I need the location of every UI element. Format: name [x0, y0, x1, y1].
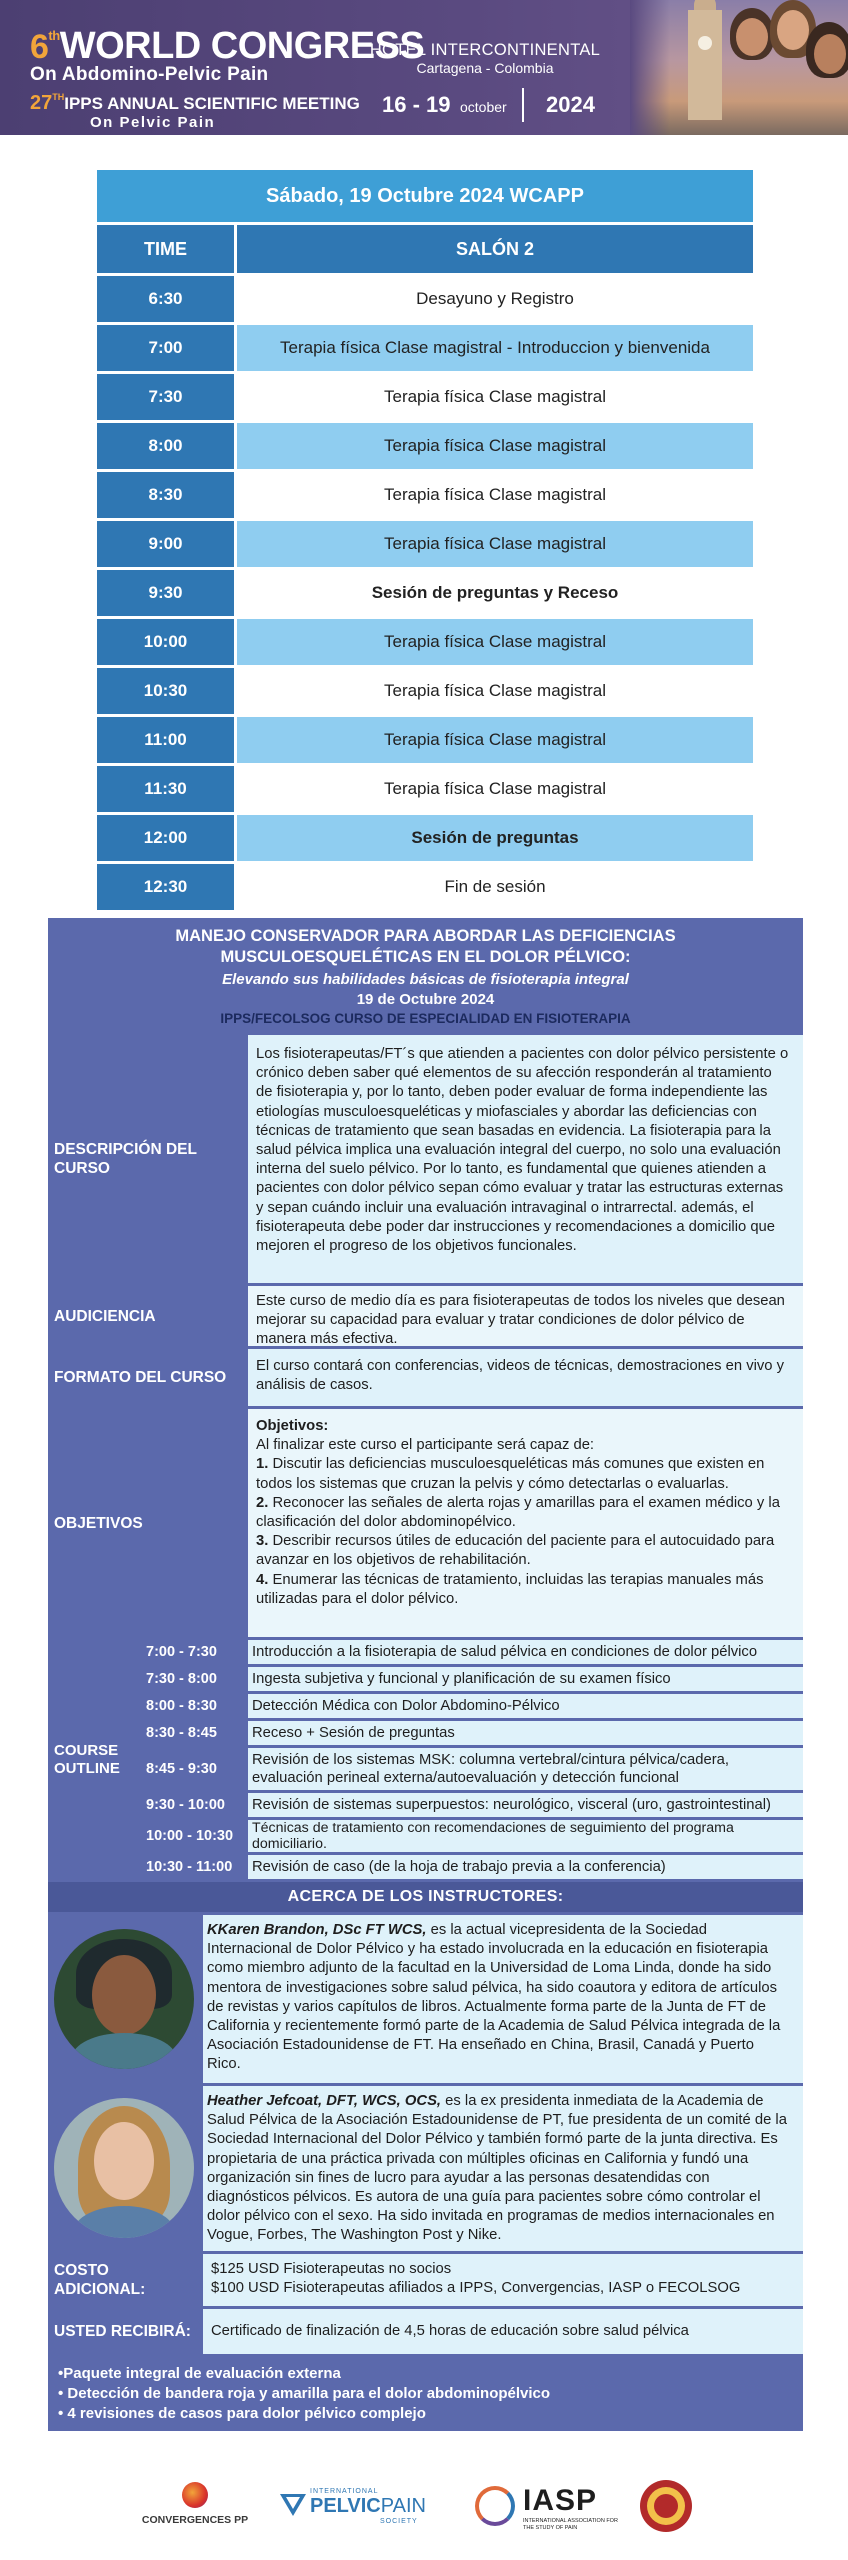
table-row: [97, 374, 753, 420]
event-year: 2024: [546, 92, 595, 117]
objectives-intro: Al finalizar este curso el participante será capaz de:: [256, 1437, 595, 1454]
table-row: 10:30 - 11:00 Revisión de caso (de la hoja de trabajo previa a la conferencia): [138, 1855, 803, 1879]
table-row: 8:30 - 8:45 Receso + Sesión de preguntas: [138, 1721, 803, 1745]
time-column-header: TIME: [97, 225, 234, 273]
certificate-text: Certificado de finalización de 4,5 horas de educación sobre salud pélvica: [203, 2309, 803, 2354]
instructors-heading: ACERCA DE LOS INSTRUCTORES:: [48, 1882, 803, 1912]
list-item: • 4 revisiones de casos para dolor pélvico complejo: [58, 2405, 426, 2422]
activity-cell: Terapia física Clase magistral: [237, 521, 753, 567]
time-cell: 7:00: [97, 325, 234, 371]
activity-cell: Sesión de preguntas: [237, 815, 753, 861]
outline-label: COURSE OUTLINE: [48, 1640, 134, 1879]
time-cell: 8:30: [97, 472, 234, 518]
objectives-label: OBJETIVOS: [48, 1409, 244, 1637]
table-row: 9:30 - 10:00 Revisión de sistemas superpuestos: neurológico, visceral (uro, gastrointestinal): [138, 1793, 803, 1817]
perks-list: [48, 2358, 803, 2428]
convergences-logo: CONVERGENCES PP: [140, 2480, 250, 2540]
time-cell: 10:30: [97, 668, 234, 714]
city-name: Cartagena - Colombia: [416, 60, 554, 76]
cost-text: [203, 2254, 803, 2306]
time-cell: 9:00: [97, 521, 234, 567]
course-title-line2: MUSCULOESQUELÉTICAS EN EL DOLOR PÉLVICO:: [220, 948, 631, 966]
table-row: 7:00 - 7:30 Introducción a la fisioterapia de salud pélvica en condiciones de dolor pélvico: [138, 1640, 803, 1664]
course-outline: [48, 1640, 803, 1879]
instructor-card: [48, 2086, 803, 2251]
schedule-table: [97, 170, 753, 910]
table-row: [97, 325, 753, 371]
instructor-name: KKaren Brandon, DSc FT WCS,: [207, 1922, 427, 1938]
list-item: 3. Describir recursos útiles de educación del paciente para el autocuidado para avanzar en los objetivos de rehabilitación.: [256, 1533, 775, 1569]
activity-cell: Terapia física Clase magistral: [237, 423, 753, 469]
table-row: [97, 717, 753, 763]
activity-cell: Terapia física Clase magistral: [237, 619, 753, 665]
time-cell: 12:30: [97, 864, 234, 910]
ipps-title: IPPS ANNUAL SCIENTIFIC MEETING: [64, 94, 360, 113]
instructor-photo: [54, 1929, 194, 2069]
list-item: •Paquete integral de evaluación externa: [58, 2365, 341, 2382]
cost-row: [48, 2254, 803, 2306]
table-row: [97, 864, 753, 910]
congress-subtitle: On Abdomino-Pelvic Pain: [30, 64, 269, 85]
audience-label: AUDICIENCIA: [48, 1286, 244, 1346]
list-item: • Detección de bandera roja y amarilla para el dolor abdominopélvico: [58, 2385, 551, 2402]
room-column-header: SALÓN 2: [237, 225, 753, 273]
list-item: 4. Enumerar las técnicas de tratamiento, incluidas las terapias manuales más utilizadas para el dolor pélvico.: [256, 1571, 764, 1607]
table-row: 7:30 - 8:00 Ingesta subjetiva y funcional y planificación de su examen físico: [138, 1667, 803, 1691]
activity-cell: Desayuno y Registro: [237, 276, 753, 322]
schedule-header-row: [97, 225, 753, 273]
schedule-title: Sábado, 19 Octubre 2024 WCAPP: [97, 170, 753, 222]
time-cell: 11:30: [97, 766, 234, 812]
event-dates: [360, 88, 610, 122]
convergences-icon: [182, 2482, 208, 2508]
time-cell: 8:00: [97, 423, 234, 469]
venue-info: [360, 40, 610, 76]
format-label: FORMATO DEL CURSO: [48, 1349, 244, 1406]
table-row: [97, 619, 753, 665]
table-row: 10:00 - 10:30 Técnicas de tratamiento con recomendaciones de seguimiento del programa domiciliario.: [138, 1820, 803, 1852]
cost-line: $125 USD Fisioterapeutas no socios: [211, 2261, 452, 2277]
banner-photo: [630, 0, 848, 135]
time-cell: 7:30: [97, 374, 234, 420]
course-info-panel: [48, 918, 803, 2431]
activity-cell: Fin de sesión: [237, 864, 753, 910]
ipps-subtitle: On Pelvic Pain: [90, 114, 216, 131]
format-text: El curso contará con conferencias, videos de técnicas, demostraciones en vivo y análisis de casos.: [248, 1349, 803, 1406]
table-row: 8:45 - 9:30 Revisión de los sistemas MSK: columna vertebral/cintura pélvica/cadera, evaluación perineal externa/autoevaluación y detección funcional: [138, 1748, 803, 1790]
activity-cell: Terapia física Clase magistral: [237, 472, 753, 518]
course-date: 19 de Octubre 2024: [356, 991, 495, 1008]
description-text: Los fisioterapeutas/FT´s que atienden a pacientes con dolor pélvico persistente o crónico deben saber qué elementos de su afección responderán al tratamiento de fisioterapia y, por lo tanto, deben poder evaluar de forma independiente las etiologías musculoesqueléticas y miofasciales y abordar las deficiencias con técnicas de tratamiento que sean basadas en evidencia. La fisioterapia para la salud pélvica implica una evaluación integral del cuerpo, no solo una evaluación interna del suelo pélvico. Por lo tanto, es fundamental que quienes atienden a pacientes con dolor pélvico sepan cómo evaluar y tratar las estructuras externas y sepan cuándo incluir una evaluación intravaginal o intrarrectal. además, el fisioterapeuta debe poder dar instrucciones y recomendaciones a domicilio que mejoren el progreso de los objetivos funcionales.: [248, 1035, 803, 1283]
table-row: [97, 521, 753, 567]
course-subtitle: Elevando sus habilidades básicas de fisioterapia integral: [222, 971, 629, 988]
fecolsog-seal: [640, 2480, 692, 2532]
table-row: [97, 815, 753, 861]
ipps-triangle-icon: [280, 2494, 306, 2516]
audience-text: Este curso de medio día es para fisioterapeutas de todos los niveles que desean mejorar su capacidad para evaluar y tratar condiciones de dolor pélvico de manera más efectiva.: [248, 1286, 803, 1346]
course-title-line1: MANEJO CONSERVADOR PARA ABORDAR LAS DEFICIENCIAS: [175, 927, 676, 945]
description-label: DESCRIPCIÓN DEL CURSO: [48, 1035, 244, 1283]
cost-label: COSTO ADICIONAL:: [48, 2254, 198, 2306]
instructor-card: [48, 1915, 803, 2083]
activity-cell: Sesión de preguntas y Receso: [237, 570, 753, 616]
time-cell: 11:00: [97, 717, 234, 763]
ipps-logo: INTERNATIONAL PELVICPAIN SOCIETY: [280, 2480, 460, 2540]
time-cell: 6:30: [97, 276, 234, 322]
activity-cell: Terapia física Clase magistral: [237, 717, 753, 763]
event-month: october: [460, 99, 507, 115]
congress-logo: 6thWORLD CONGRESS On Abdomino-Pelvic Pain 27THIPPS ANNUAL SCIENTIFIC MEETING On Pelvic Pain: [30, 25, 425, 131]
activity-cell: Terapia física Clase magistral - Introduccion y bienvenida: [237, 325, 753, 371]
course-program: IPPS/FECOLSOG CURSO DE ESPECIALIDAD EN FISIOTERAPIA: [220, 1011, 631, 1026]
instructor-name: Heather Jefcoat, DFT, WCS, OCS,: [207, 2093, 442, 2109]
event-days: 16 - 19: [382, 92, 451, 117]
instructor-bio: Heather Jefcoat, DFT, WCS, OCS, es la ex presidenta inmediata de la Academia de Salud Pélvica de la Asociación Estadounidense de PT, fue presidenta de un comité de la Sociedad Internacional del Dolor Pélvico y también formó parte de la junta directiva. Es propietaria de una práctica privada con múltiples oficinas en California y fundó una organización sin fines de lucro para ayudar a las personas desatendidas con diagnósticos pélvicos. Es autora de una guía para pacientes sobre cómo controlar el dolor pélvico con el sexo. Ha sido invitada en programas de medios internacionales en Vogue, Forbes, The Washington Post y Nike.: [203, 2086, 803, 2251]
activity-cell: Terapia física Clase magistral: [237, 374, 753, 420]
table-row: 8:00 - 8:30 Detección Médica con Dolor Abdomino-Pélvico: [138, 1694, 803, 1718]
objectives-row: [48, 1409, 803, 1637]
list-item: 2. Reconocer las señales de alerta rojas y amarillas para el examen médico y la clasificación del dolor abdominopélvico.: [256, 1494, 780, 1531]
table-row: [97, 472, 753, 518]
certificate-row: [48, 2309, 803, 2354]
iasp-logo: IASP INTERNATIONAL ASSOCIATION FOR THE STUDY OF PAIN: [475, 2480, 615, 2540]
hotel-name: HOTEL INTERCONTINENTAL: [369, 41, 601, 59]
time-cell: 12:00: [97, 815, 234, 861]
table-row: [97, 668, 753, 714]
activity-cell: Terapia física Clase magistral: [237, 766, 753, 812]
objectives-text: [248, 1409, 803, 1637]
sponsor-logos: [0, 2470, 848, 2550]
table-row: [97, 276, 753, 322]
description-row: [48, 1035, 803, 1283]
table-row: [97, 423, 753, 469]
certificate-label: USTED RECIBIRÁ:: [48, 2309, 198, 2354]
activity-cell: Terapia física Clase magistral: [237, 668, 753, 714]
congress-title: WORLD CONGRESS: [59, 25, 425, 67]
table-row: [97, 570, 753, 616]
objectives-heading: Objetivos:: [256, 1418, 329, 1434]
instructor-bio: KKaren Brandon, DSc FT WCS, es la actual vicepresidenta de la Sociedad Internacional de Dolor Pélvico y ha estado involucrada en la educación en fisioterapia como miembro adjunto de la facultad en la Universidad de Loma Linda, donde ha sido mentora de investigaciones sobre salud pélvica, ha sido coautora y editora de artículos de revistas y varios capítulos de libros. Actualmente forma parte de la Junta de FT de California y recientemente formó parte de la Academia de Salud Pélvica integrada de la Asociación Estadounidense de FT. Ha enseñado en China, Brasil, Canadá y Puerto Rico.: [203, 1915, 803, 2083]
table-row: [97, 766, 753, 812]
event-banner: [0, 0, 848, 135]
audience-row: [48, 1286, 803, 1346]
format-row: [48, 1349, 803, 1406]
iasp-circle-icon: [475, 2486, 515, 2526]
list-item: 1. Discutir las deficiencias musculoesqueléticas más comunes que existen en todos los sistemas que cruzan la pelvis y cómo detectarlas o evaluarlas.: [256, 1456, 765, 1492]
time-cell: 9:30: [97, 570, 234, 616]
cost-line: $100 USD Fisioterapeutas afiliados a IPPS, Convergencias, IASP o FECOLSOG: [211, 2280, 741, 2297]
date-divider: [522, 88, 524, 122]
time-cell: 10:00: [97, 619, 234, 665]
course-title-block: [48, 918, 803, 1035]
instructor-photo: [54, 2098, 194, 2238]
